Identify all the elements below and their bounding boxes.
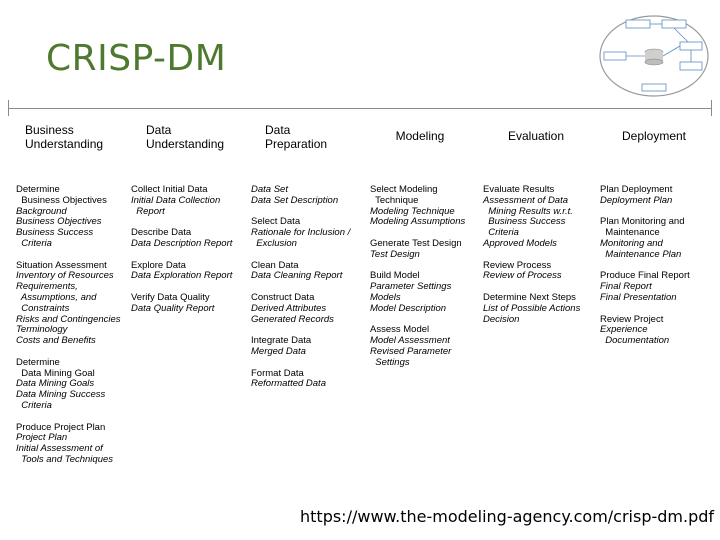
task-item: Collect Initial Data xyxy=(131,184,208,195)
spacer xyxy=(251,358,350,369)
output-item: Deployment Plan xyxy=(600,194,673,206)
task-item: Determine xyxy=(16,184,60,195)
task-item: Select Modeling xyxy=(370,184,438,195)
output-item: Report xyxy=(131,205,165,217)
output-item: Business Success xyxy=(483,216,566,228)
heading-modeling: Modeling xyxy=(395,129,445,143)
task-item: Generate Test Design xyxy=(370,237,462,249)
header-rule xyxy=(8,108,712,109)
output-item: Derived Attributes xyxy=(251,302,327,314)
output-item: Review of Process xyxy=(483,270,562,282)
spacer xyxy=(131,250,232,261)
output-item: Terminology xyxy=(16,324,68,336)
output-item: Business Success xyxy=(16,227,94,239)
output-item: Revised Parameter xyxy=(370,345,452,357)
output-item: Initial Data Collection xyxy=(131,194,221,206)
output-item: Experience xyxy=(600,324,648,336)
output-item: Data Quality Report xyxy=(131,302,215,314)
task-item: Review Process xyxy=(483,259,552,271)
heading-data-preparation: Data Preparation xyxy=(265,123,328,151)
output-item: Criteria xyxy=(16,399,52,411)
task-item: Technique xyxy=(370,194,419,206)
output-item: Data Exploration Report xyxy=(131,270,233,282)
page-title: CRISP-DM xyxy=(46,38,227,79)
output-item: Documentation xyxy=(600,335,670,347)
task-item: Produce Final Report xyxy=(600,270,690,282)
task-item: Describe Data xyxy=(131,227,192,239)
output-item: Approved Models xyxy=(483,237,557,249)
heading-deployment: Deployment xyxy=(621,129,687,143)
output-item: Data Mining Success xyxy=(16,389,106,401)
task-item: Verify Data Quality xyxy=(131,291,210,303)
output-item: Business Objectives xyxy=(16,216,102,228)
output-item: Final Presentation xyxy=(600,291,677,303)
output-item: Data Set Description xyxy=(251,194,339,206)
spacer xyxy=(251,250,350,261)
output-item: Criteria xyxy=(16,237,52,249)
task-item: Evaluate Results xyxy=(483,184,555,195)
spacer xyxy=(16,412,121,423)
output-item: Data Description Report xyxy=(131,237,233,249)
crisp-dm-cycle-diagram xyxy=(596,12,712,100)
output-item: Costs and Benefits xyxy=(16,335,96,347)
task-item: Clean Data xyxy=(251,259,299,271)
modeling-tasks xyxy=(370,185,465,369)
task-item: Assess Model xyxy=(370,324,430,336)
task-item: Determine xyxy=(16,356,60,368)
output-item: Monitoring and xyxy=(600,237,663,249)
output-item: Project Plan xyxy=(16,432,68,444)
column-tick xyxy=(8,100,9,116)
output-item: Models xyxy=(370,291,401,303)
output-item: Test Design xyxy=(370,248,420,260)
task-item: Select Data xyxy=(251,216,301,228)
task-item: Situation Assessment xyxy=(16,259,107,271)
task-item: Review Project xyxy=(600,313,664,325)
output-item: Modeling Technique xyxy=(370,205,455,217)
output-item: Inventory of Resources xyxy=(16,270,114,282)
business-understanding-tasks xyxy=(16,185,121,466)
output-item: Model Assessment xyxy=(370,335,450,347)
output-item: Data Mining Goals xyxy=(16,378,95,390)
task-item: Construct Data xyxy=(251,291,315,303)
spacer xyxy=(16,250,121,261)
task-item: Plan Monitoring and xyxy=(600,216,685,228)
output-item: Merged Data xyxy=(251,345,306,357)
output-item: Decision xyxy=(483,313,520,325)
output-item: Constraints xyxy=(16,302,70,314)
output-item: Criteria xyxy=(483,227,519,239)
output-item: Mining Results w.r.t. xyxy=(483,205,573,217)
heading-business-understanding: Business Understanding xyxy=(25,123,104,151)
data-preparation-tasks xyxy=(251,185,350,390)
task-item: Business Objectives xyxy=(16,194,107,206)
column-tick xyxy=(711,100,712,116)
task-item: Plan Deployment xyxy=(600,184,673,195)
output-item: Rationale for Inclusion / xyxy=(251,227,351,239)
task-item: Format Data xyxy=(251,367,304,379)
output-item: Data Cleaning Report xyxy=(251,270,343,282)
output-item: Settings xyxy=(370,356,410,368)
output-item: List of Possible Actions xyxy=(483,302,581,314)
output-item: Maintenance Plan xyxy=(600,248,682,260)
task-item: Determine Next Steps xyxy=(483,291,576,303)
task-item: Produce Project Plan xyxy=(16,421,106,433)
output-item: Parameter Settings xyxy=(370,281,452,293)
output-item: Generated Records xyxy=(251,313,334,325)
output-item: Tools and Techniques xyxy=(16,453,114,465)
evaluation-tasks xyxy=(483,185,580,325)
task-item: Build Model xyxy=(370,270,420,282)
task-item: Integrate Data xyxy=(251,335,312,347)
spacer xyxy=(600,304,690,315)
source-url: https://www.the-modeling-agency.com/crisp-dm.pdf xyxy=(300,507,715,526)
output-item: Final Report xyxy=(600,281,652,293)
output-item: Data Set xyxy=(251,184,288,195)
task-item: Data Mining Goal xyxy=(16,367,95,379)
output-item: Background xyxy=(16,205,67,217)
output-item: Initial Assessment of xyxy=(16,443,103,455)
heading-evaluation: Evaluation xyxy=(507,129,565,143)
output-item: Risks and Contingencies xyxy=(16,313,121,325)
output-item: Exclusion xyxy=(251,237,297,249)
output-item: Model Description xyxy=(370,302,447,314)
data-understanding-tasks xyxy=(131,185,232,315)
output-item: Modeling Assumptions xyxy=(370,216,466,228)
task-item: Maintenance xyxy=(600,227,660,239)
output-item: Assumptions, and xyxy=(16,291,97,303)
output-item: Reformatted Data xyxy=(251,378,326,390)
heading-data-understanding: Data Understanding xyxy=(146,123,225,151)
output-item: Requirements, xyxy=(16,281,78,293)
spacer xyxy=(483,250,580,261)
task-item: Explore Data xyxy=(131,259,186,271)
output-item: Assessment of Data xyxy=(483,194,569,206)
deployment-tasks xyxy=(600,185,690,347)
